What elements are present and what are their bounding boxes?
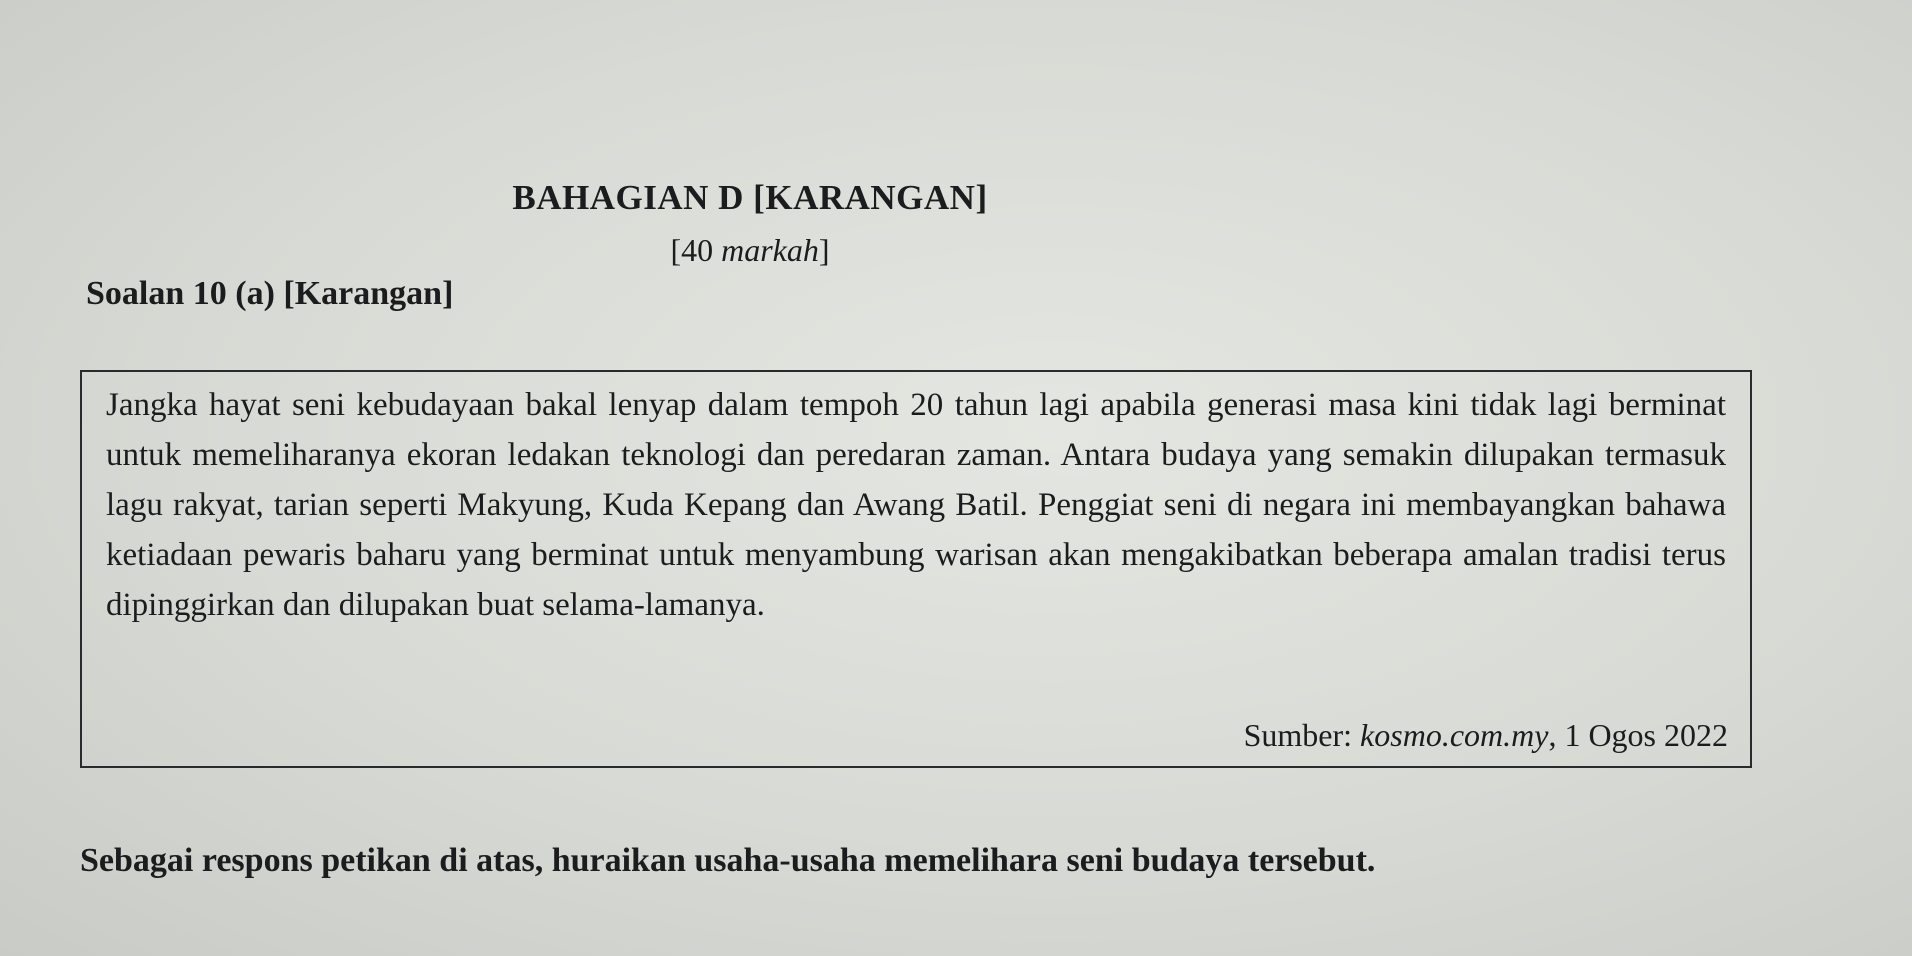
marks-open: [40 <box>670 232 722 268</box>
marks-close: ] <box>818 232 830 268</box>
source-label: Sumber: <box>1243 717 1361 753</box>
question-instruction: Sebagai respons petikan di atas, huraikan usaha-usaha memelihara seni budaya tersebut. <box>80 842 1376 879</box>
question-label: Soalan 10 (a) [Karangan] <box>86 275 454 312</box>
section-title: BAHAGIAN D [KARANGAN] <box>512 178 988 217</box>
source-site: kosmo.com.my <box>1360 717 1549 753</box>
passage-source <box>1244 717 1728 754</box>
marks-word: markah <box>721 232 819 268</box>
passage-box <box>80 370 1752 768</box>
marks-label <box>0 232 1500 269</box>
source-date: , 1 Ogos 2022 <box>1548 717 1728 753</box>
passage-text: Jangka hayat seni kebudayaan bakal lenyap dalam tempoh 20 tahun lagi apabila generasi masa kini tidak lagi berminat untuk memeliharanya ekoran ledakan teknologi dan peredaran zaman. Antara budaya yang semakin dilupakan termasuk lagu rakyat, tarian seperti Makyung, Kuda Kepang dan Awang Batil. Penggiat seni di negara ini membayangkan bahawa ketiadaan pewaris baharu yang berminat untuk menyambung warisan akan mengakibatkan beberapa amalan tradisi terus dipinggirkan dan dilupakan buat selama-lamanya. <box>106 387 1726 623</box>
